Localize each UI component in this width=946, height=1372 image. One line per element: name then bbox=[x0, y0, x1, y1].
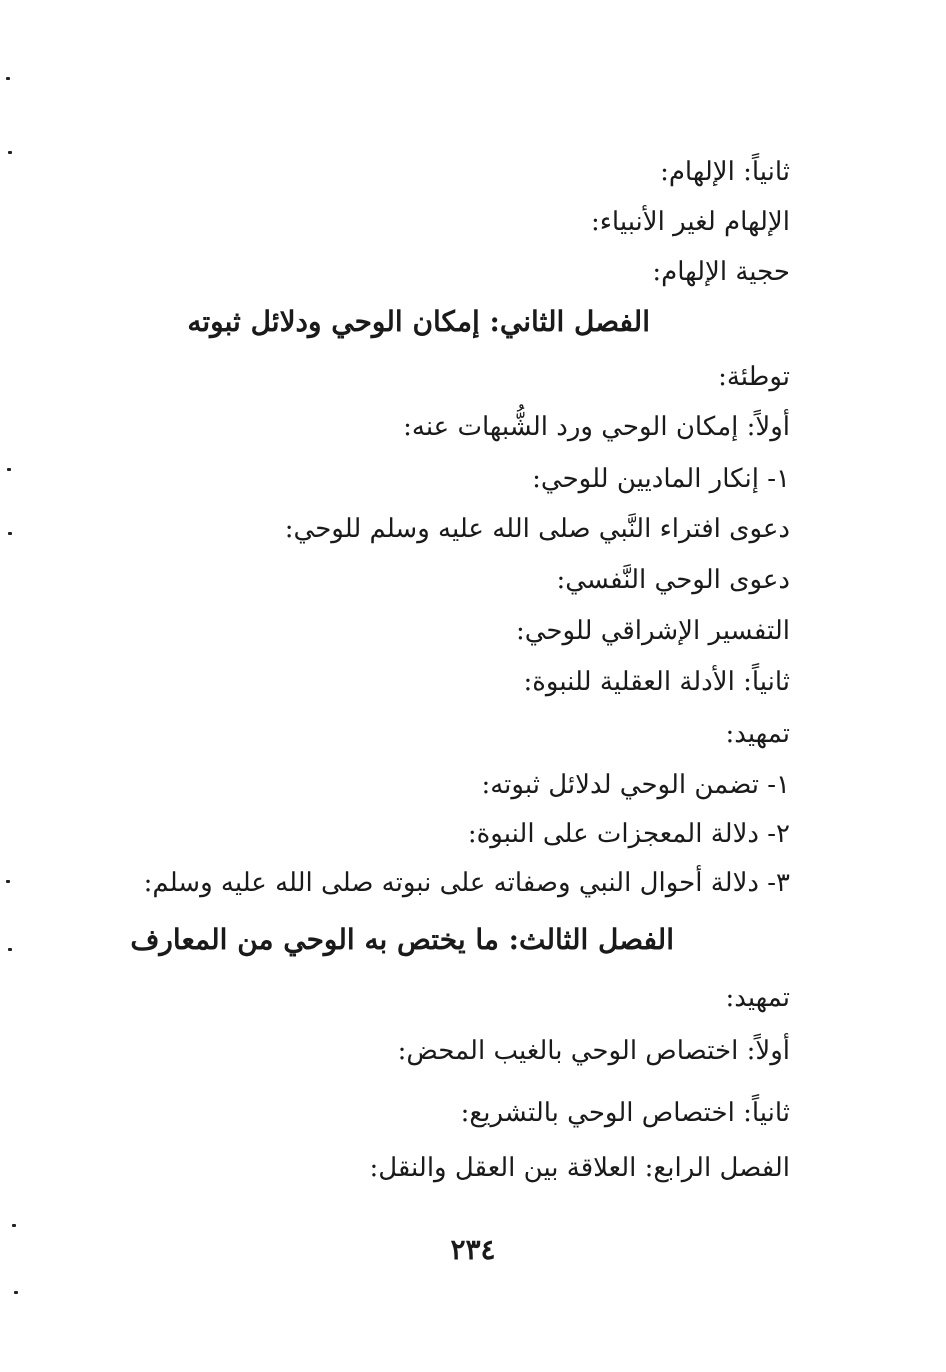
toc-line: أولاً: إمكان الوحي ورد الشُّبهات عنه: bbox=[403, 412, 790, 442]
toc-line: دعوى الوحي النَّفسي: bbox=[556, 565, 790, 595]
scan-speck bbox=[6, 77, 10, 80]
scan-speck bbox=[7, 468, 11, 471]
toc-line: ثانياً: الأدلة العقلية للنبوة: bbox=[523, 667, 790, 697]
toc-line: ثانياً: الإلهام: bbox=[660, 157, 790, 187]
toc-line: توطئة: bbox=[718, 362, 790, 392]
toc-line: حجية الإلهام: bbox=[652, 257, 790, 287]
chapter-heading: الفصل الثالث: ما يختص به الوحي من المعارف bbox=[130, 923, 674, 956]
toc-line: الإلهام لغير الأنبياء: bbox=[590, 207, 790, 237]
toc-line: التفسير الإشراقي للوحي: bbox=[515, 616, 790, 646]
scan-speck bbox=[12, 1224, 16, 1227]
chapter-heading: الفصل الثاني: إمكان الوحي ودلائل ثبوته bbox=[187, 305, 650, 338]
toc-line: تمهيد: bbox=[725, 983, 790, 1013]
toc-line: تمهيد: bbox=[725, 719, 790, 749]
page-number: ٢٣٤ bbox=[450, 1233, 496, 1266]
toc-line: ١- تضمن الوحي لدلائل ثبوته: bbox=[481, 770, 790, 800]
toc-line: ٣- دلالة أحوال النبي وصفاته على نبوته صلى الله عليه وسلم: bbox=[143, 868, 790, 898]
scan-speck bbox=[14, 1291, 18, 1294]
toc-line: الفصل الرابع: العلاقة بين العقل والنقل: bbox=[369, 1153, 790, 1183]
toc-line: دعوى افتراء النَّبي صلى الله عليه وسلم للوحي: bbox=[284, 514, 790, 544]
scan-speck bbox=[8, 948, 12, 951]
toc-line: ٢- دلالة المعجزات على النبوة: bbox=[467, 819, 790, 849]
toc-line: ١- إنكار الماديين للوحي: bbox=[532, 464, 790, 494]
toc-line: ثانياً: اختصاص الوحي بالتشريع: bbox=[460, 1098, 790, 1128]
scan-speck bbox=[8, 151, 12, 154]
toc-line: أولاً: اختصاص الوحي بالغيب المحض: bbox=[397, 1036, 790, 1066]
scan-speck bbox=[6, 880, 10, 883]
scan-speck bbox=[8, 532, 12, 535]
